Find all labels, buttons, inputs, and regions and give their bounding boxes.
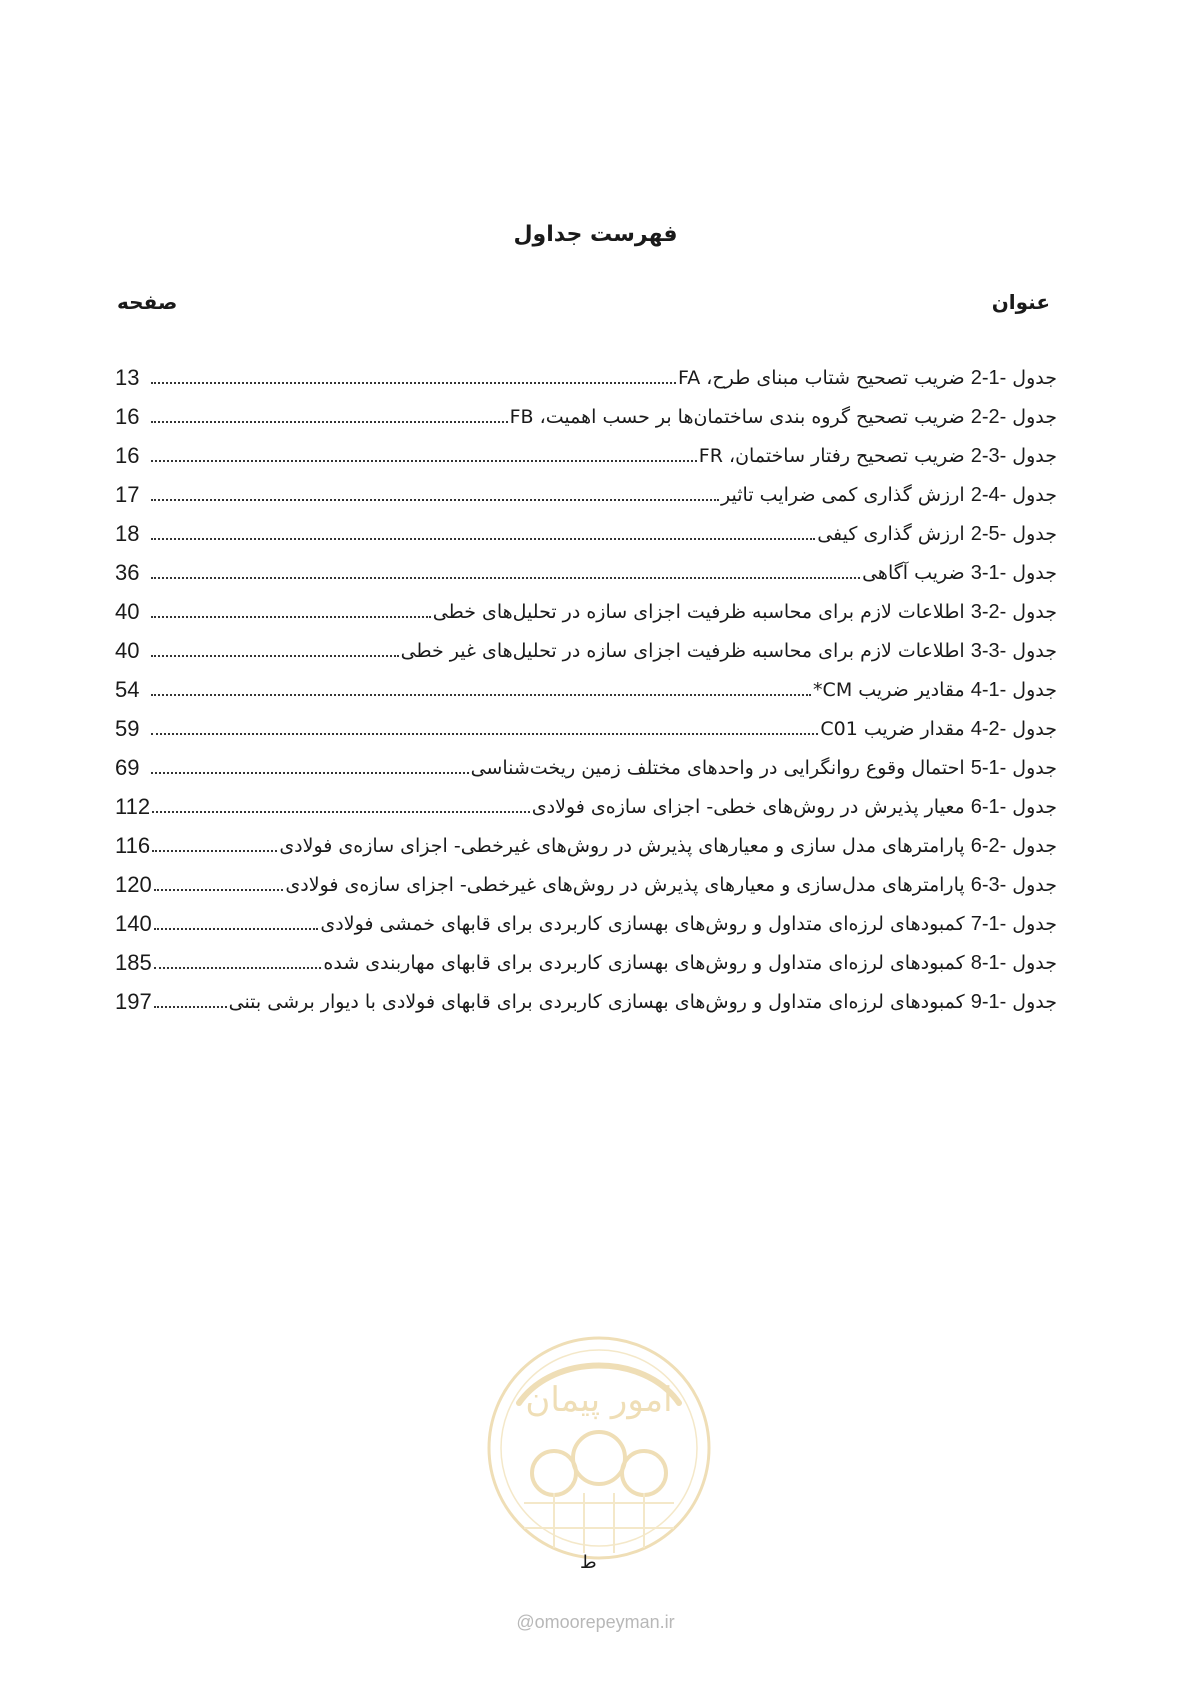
toc-row[interactable]: [115, 469, 1057, 508]
toc-entry-text: اطلاعات لازم برای محاسبه ظرفیت اجزای سازه در تحلیل‌های غیر خطی: [400, 640, 965, 662]
dot-leader: [151, 499, 719, 501]
toc-entry-number: 3-3-: [970, 640, 1007, 662]
toc-row[interactable]: [115, 976, 1057, 1015]
toc-entry-prefix: جدول: [1012, 874, 1057, 896]
dot-leader: [154, 928, 319, 930]
toc-entry-title: [721, 482, 1057, 508]
toc-entry-prefix: جدول: [1012, 484, 1057, 506]
toc-entry-text: کمبودهای لرزه‌ای متداول و روش‌های بهسازی کاربردی برای قابهای خمشی فولادی: [320, 913, 965, 935]
dot-leader: [151, 733, 818, 735]
watermark-seal-icon: [484, 1333, 714, 1563]
toc-entry-text: مقادیر ضریب CM*: [813, 679, 965, 701]
toc-entry-title: [699, 443, 1057, 469]
toc-entry-title: [532, 794, 1057, 820]
toc-entry-prefix: جدول: [1012, 562, 1057, 584]
toc-entry-number: 2-5-: [970, 523, 1007, 545]
toc-row[interactable]: [115, 937, 1057, 976]
toc-entry-prefix: جدول: [1012, 523, 1057, 545]
toc-entry-number: 2-4-: [970, 484, 1007, 506]
toc-entry-number: 7-1-: [970, 913, 1007, 935]
toc-entry-prefix: جدول: [1012, 757, 1057, 779]
toc-entry-number: 4-1-: [970, 679, 1007, 701]
dot-leader: [151, 421, 508, 423]
toc-page-number: 16: [115, 404, 140, 429]
title-column-header: عنوان: [991, 290, 1050, 314]
toc-entry-prefix: جدول: [1012, 913, 1057, 935]
watermark-url: @omoorepeyman.ir: [516, 1612, 675, 1632]
toc-entry-title: [279, 833, 1057, 859]
toc-entry-text: اطلاعات لازم برای محاسبه ظرفیت اجزای سازه در تحلیل‌های خطی: [432, 601, 965, 623]
toc-row[interactable]: [115, 391, 1057, 430]
toc-page-number: 197: [115, 989, 152, 1014]
toc-entry-prefix: جدول: [1012, 601, 1057, 623]
toc-entry-text: ضریب تصحیح گروه بندی ساختمان‌ها بر حسب اهمیت، FB: [509, 406, 965, 428]
toc-page-number: 120: [115, 872, 152, 897]
toc-entry-prefix: جدول: [1012, 796, 1057, 818]
toc-row[interactable]: [115, 547, 1057, 586]
toc-entry-title: [285, 872, 1057, 898]
toc-entry-number: 6-1-: [970, 796, 1007, 818]
toc-row[interactable]: [115, 781, 1057, 820]
dot-leader: [151, 538, 815, 540]
toc-entry-text: ضریب آگاهی: [862, 562, 965, 584]
toc-entry-prefix: جدول: [1012, 679, 1057, 701]
toc-page-number: 40: [115, 599, 140, 624]
toc-row[interactable]: [115, 430, 1057, 469]
toc-entry-prefix: جدول: [1012, 718, 1057, 740]
toc-entry-text: کمبودهای لرزه‌ای متداول و روش‌های بهسازی کاربردی برای قابهای فولادی با دیوار برشی بتنی: [228, 991, 965, 1013]
toc-entry-text: مقدار ضریب C01: [820, 718, 965, 740]
dot-leader: [151, 616, 431, 618]
dot-leader: [154, 889, 284, 891]
toc-entry-text: ارزش گذاری کمی ضرایب تاثیر: [721, 484, 965, 506]
toc-entry-text: پارامترهای مدل سازی و معیارهای پذیرش در روش‌های غیرخطی- اجزای سازه‌ی فولادی: [279, 835, 965, 857]
toc-entry-text: کمبودهای لرزه‌ای متداول و روش‌های بهسازی کاربردی برای قابهای مهاربندی شده: [323, 952, 965, 974]
dot-leader: [154, 967, 322, 969]
toc-entry-title: [229, 989, 1057, 1015]
toc-entry-title: [433, 599, 1057, 625]
toc-entry-text: احتمال وقوع روانگرایی در واحدهای مختلف زمین ریخت‌شناسی: [470, 757, 965, 779]
toc-page-number: 17: [115, 482, 140, 507]
page-number: ط: [580, 1552, 597, 1573]
dot-leader: [151, 655, 399, 657]
toc-entry-text: ضریب تصحیح شتاب مبنای طرح، FA: [678, 367, 965, 389]
toc-entry-title: [813, 677, 1057, 703]
dot-leader: [151, 382, 676, 384]
table-of-tables: [115, 352, 1057, 1015]
toc-row[interactable]: [115, 820, 1057, 859]
toc-page-number: 54: [115, 677, 140, 702]
toc-page-number: 40: [115, 638, 140, 663]
toc-entry-number: 3-2-: [970, 601, 1007, 623]
toc-entry-prefix: جدول: [1012, 835, 1057, 857]
toc-entry-prefix: جدول: [1012, 640, 1057, 662]
toc-entry-prefix: جدول: [1012, 991, 1057, 1013]
toc-row[interactable]: [115, 898, 1057, 937]
toc-row[interactable]: [115, 586, 1057, 625]
toc-row[interactable]: [115, 352, 1057, 391]
toc-page-number: 140: [115, 911, 152, 936]
toc-row[interactable]: [115, 742, 1057, 781]
dot-leader: [152, 850, 277, 852]
toc-entry-number: 5-1-: [970, 757, 1007, 779]
toc-entry-number: 3-1-: [970, 562, 1007, 584]
toc-entry-text: معیار پذیرش در روش‌های خطی- اجزای سازه‌ی فولادی: [531, 796, 965, 818]
toc-entry-number: 2-2-: [970, 406, 1007, 428]
toc-page-number: 59: [115, 716, 140, 741]
toc-row[interactable]: [115, 625, 1057, 664]
toc-page-number: 13: [115, 365, 140, 390]
toc-entry-text: ارزش گذاری کیفی: [817, 523, 965, 545]
dot-leader: [151, 772, 469, 774]
toc-row[interactable]: [115, 703, 1057, 742]
svg-text:امور پیمان: امور پیمان: [525, 1380, 673, 1420]
dot-leader: [151, 460, 697, 462]
toc-row[interactable]: [115, 508, 1057, 547]
toc-page-number: 16: [115, 443, 140, 468]
toc-row[interactable]: [115, 859, 1057, 898]
toc-entry-title: [820, 716, 1057, 742]
toc-entry-title: [320, 911, 1057, 937]
page-column-header: صفحه: [117, 290, 178, 314]
toc-entry-title: [678, 365, 1057, 391]
page-title: فهرست جداول: [513, 222, 678, 247]
toc-entry-title: [471, 755, 1057, 781]
toc-entry-number: 4-2-: [970, 718, 1007, 740]
toc-page-number: 36: [115, 560, 140, 585]
toc-entry-number: 8-1-: [970, 952, 1007, 974]
toc-page-number: 185: [115, 950, 152, 975]
toc-entry-title: [401, 638, 1057, 664]
toc-entry-prefix: جدول: [1012, 406, 1057, 428]
toc-page-number: 112: [115, 794, 151, 819]
toc-entry-title: [817, 521, 1057, 547]
toc-entry-prefix: جدول: [1012, 367, 1057, 389]
dot-leader: [154, 1006, 227, 1008]
toc-page-number: 18: [115, 521, 140, 546]
toc-entry-title: [862, 560, 1057, 586]
toc-entry-number: 2-3-: [970, 445, 1007, 467]
toc-entry-number: 9-1-: [970, 991, 1007, 1013]
toc-entry-number: 6-3-: [970, 874, 1007, 896]
toc-entry-number: 2-1-: [970, 367, 1007, 389]
toc-entry-text: پارامترهای مدل‌سازی و معیارهای پذیرش در روش‌های غیرخطی- اجزای سازه‌ی فولادی: [285, 874, 965, 896]
toc-entry-prefix: جدول: [1012, 445, 1057, 467]
dot-leader: [152, 811, 530, 813]
toc-entry-title: [323, 950, 1057, 976]
dot-leader: [151, 577, 860, 579]
toc-page-number: 116: [115, 833, 151, 858]
toc-entry-title: [510, 404, 1057, 430]
toc-entry-prefix: جدول: [1012, 952, 1057, 974]
toc-page-number: 69: [115, 755, 140, 780]
toc-entry-number: 6-2-: [970, 835, 1007, 857]
toc-row[interactable]: [115, 664, 1057, 703]
toc-entry-text: ضریب تصحیح رفتار ساختمان، FR: [698, 445, 965, 467]
dot-leader: [151, 694, 811, 696]
